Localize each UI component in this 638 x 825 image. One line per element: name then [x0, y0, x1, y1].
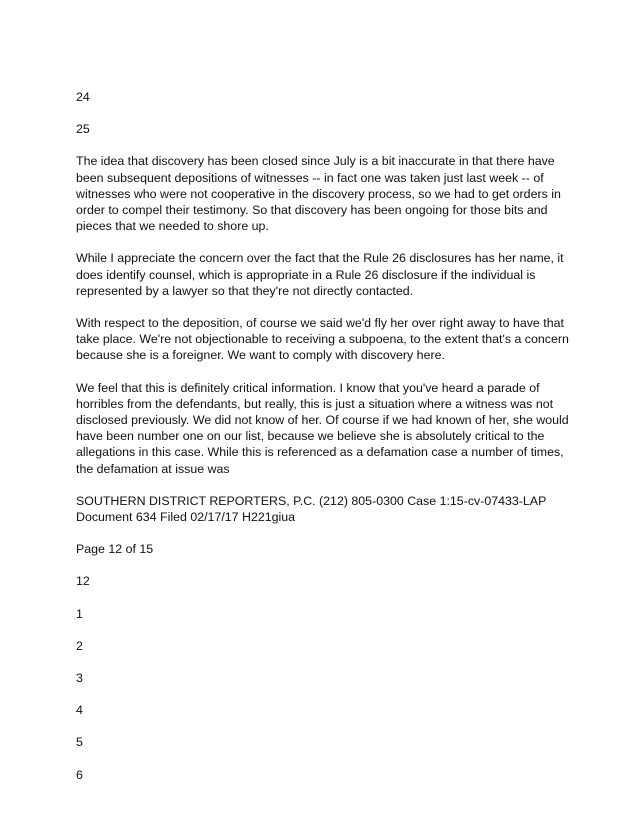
paragraph-discovery: The idea that discovery has been closed since July is a bit inaccurate in that there have been subsequent depositions of witnesses -- in fact one was taken just last week -- of witnesses who were not cooperative in the discovery process, so we had to get orders in order to compel their testimony. So that discovery has been ongoing for those bits and pieces that we needed to shore up. [76, 154, 561, 234]
paragraph-deposition: With respect to the deposition, of course we said we'd fly her over right away to have that take place. We're not objectionable to receiving a subpoena, to the extent that's a concern because she is a foreigner. We want to comply with discovery here. [76, 316, 569, 363]
reporter-footer: SOUTHERN DISTRICT REPORTERS, P.C. (212) 805-0300 Case 1:15-cv-07433-LAP Document 634 Filed 02/17/17 H221giua [76, 493, 547, 525]
paragraph-critical-information: We feel that this is definitely critical information. I know that you've heard a parade of horribles from the defendants, but really, this is just a situation where a witness was not disclosed previously. We did not know of her. Of course if we had known of her, she would have been number one on our list, because we believe she is absolutely critical to the allegations in this case. While this is referenced as a defamation case a number of times, the defamation at issue was [76, 380, 569, 476]
line-number-6: 6 [76, 767, 83, 782]
line-number-2: 2 [76, 638, 83, 653]
line-number-4: 4 [76, 703, 83, 718]
line-number-1: 1 [76, 606, 83, 621]
line-number-5: 5 [76, 735, 83, 750]
line-number-3: 3 [76, 671, 83, 686]
page-number: 12 [76, 574, 90, 589]
line-number-24: 24 [76, 90, 90, 104]
page-label: Page 12 of 15 [76, 542, 154, 557]
line-number-25: 25 [76, 122, 90, 137]
transcript-page [76, 89, 572, 799]
paragraph-rule-26: While I appreciate the concern over the fact that the Rule 26 disclosures has her name, it does identify counsel, which is appropriate in a Rule 26 disclosure if the individual is represented by a lawyer so that they're not directly contacted. [76, 251, 564, 298]
